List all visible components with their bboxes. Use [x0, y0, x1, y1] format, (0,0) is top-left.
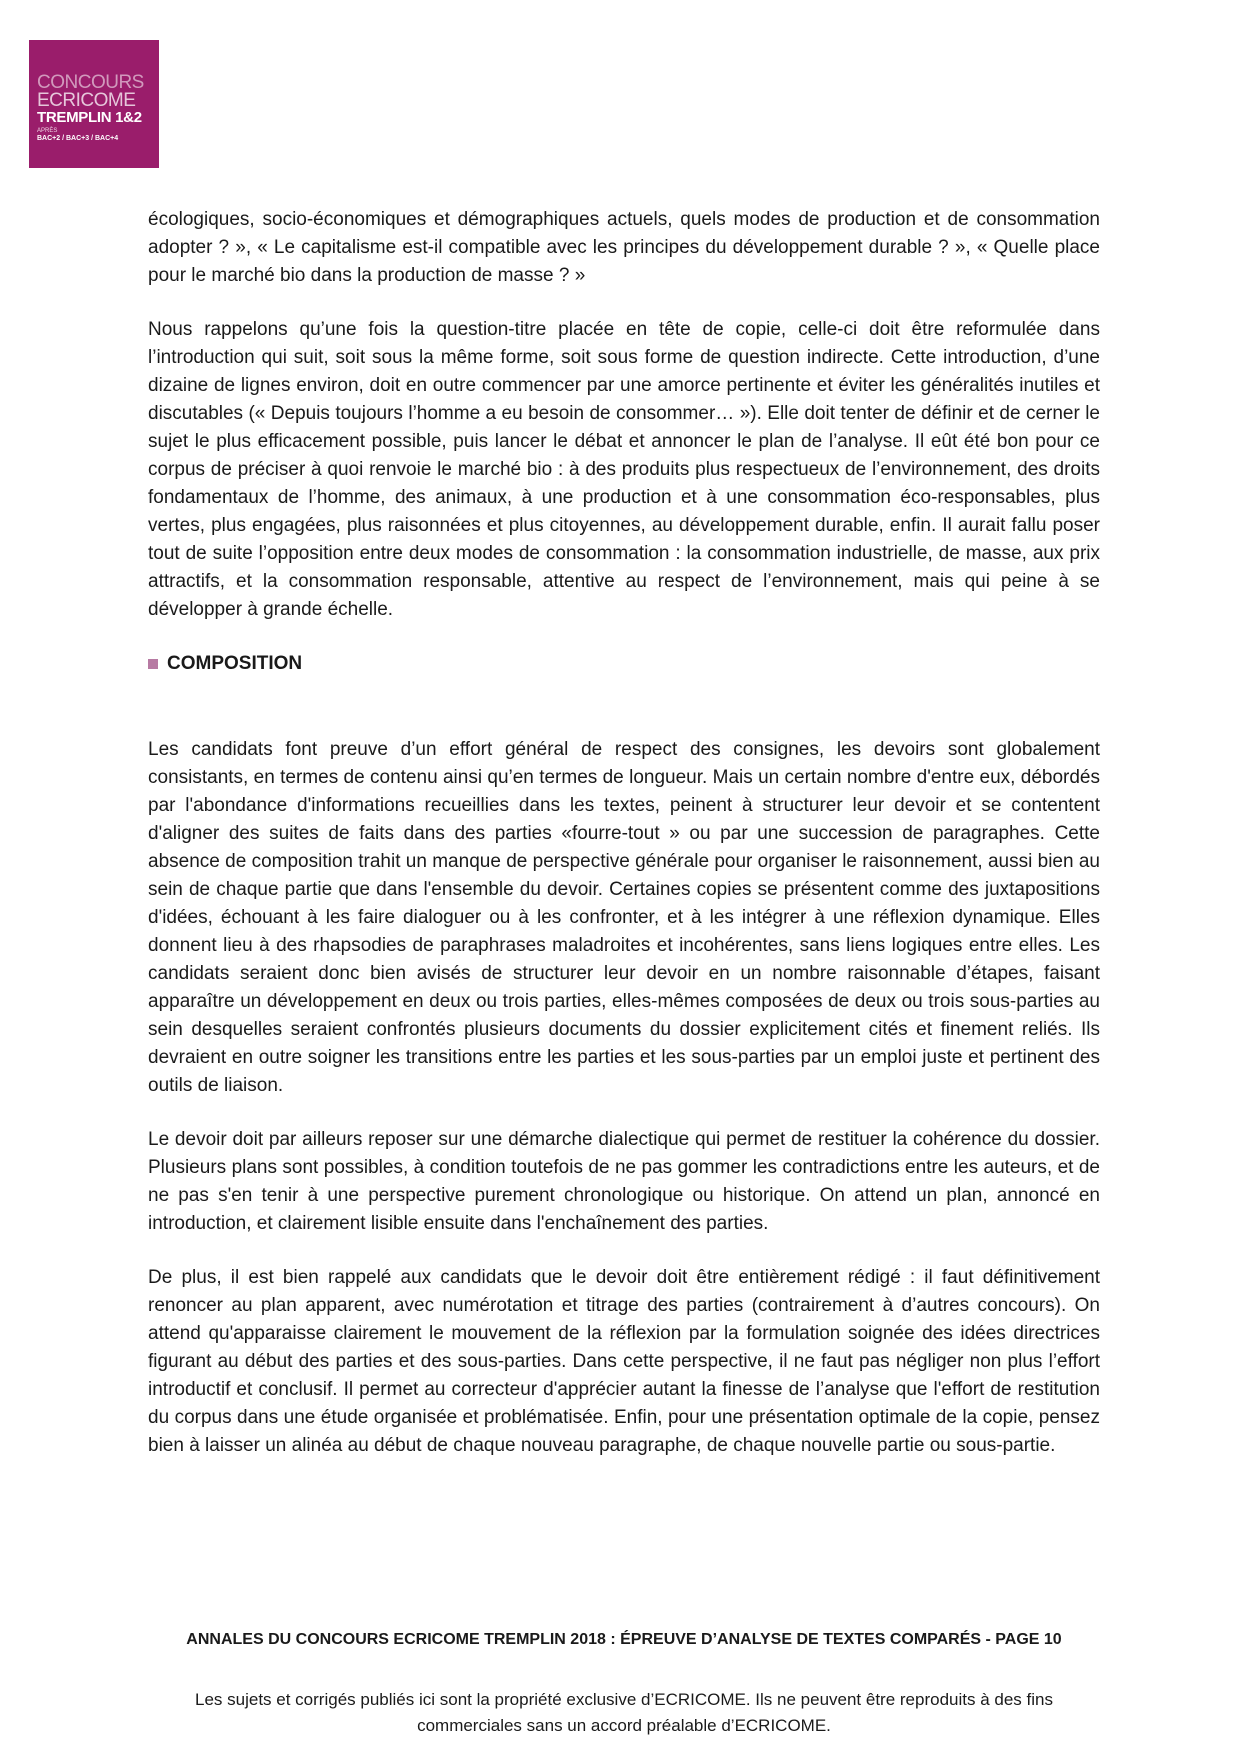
section-heading-composition	[148, 650, 1100, 678]
paragraph-composition-3: De plus, il est bien rappelé aux candidats que le devoir doit être entièrement rédigé : il faut définitivement renoncer au plan apparent, avec numérotation et titrage des parties (contrairement à d’autres concours). On attend qu'apparaisse clairement le mouvement de la réflexion par la formulation soignée des idées directrices figurant au début des parties et des sous-parties. Dans cette perspective, il ne faut pas négliger non plus l’effort introductif et conclusif. Il permet au correcteur d'apprécier autant la finesse de l’analyse que l'effort de restitution du corpus dans une étude organisée et problématisée. Enfin, pour une présentation optimale de la copie, pensez bien à laisser un alinéa au début de chaque nouveau paragraphe, de chaque nouvelle partie ou sous-partie.	[148, 1267, 1100, 1456]
logo-line-bac: BAC+2 / BAC+3 / BAC+4	[37, 135, 119, 142]
ecricome-logo	[29, 40, 159, 168]
paragraph-composition-1: Les candidats font preuve d’un effort général de respect des consignes, les devoirs sont globalement consistants, en termes de contenu ainsi qu’en termes de longueur. Mais un certain nombre d'entre eux, débordés par l'abondance d'informations recueillies dans les textes, peinent à structurer leur devoir et se contentent d'aligner des suites de faits dans des parties «fourre-tout » ou par une succession de paragraphes. Cette absence de composition trahit un manque de perspective générale pour organiser le raisonnement, aussi bien au sein de chaque partie que dans l'ensemble du devoir. Certaines copies se présentent comme des juxtapositions d'idées, échouant à les faire dialoguer ou à les confronter, et à les intégrer à une réflexion dynamique. Elles donnent lieu à des rhapsodies de paraphrases maladroites et incohérentes, sans liens logiques entre elles. Les candidats seraient donc bien avisés de structurer leur devoir en un nombre raisonnable d’étapes, faisant apparaître un développement en deux ou trois parties, elles-mêmes composées de deux ou trois sous-parties au sein desquelles seraient confrontés plusieurs documents du dossier explicitement cités et finement reliés. Ils devraient en outre soigner les transitions entre les parties et les sous-parties par un emploi juste et pertinent des outils de liaison.	[148, 739, 1100, 1096]
square-bullet-icon	[148, 659, 158, 669]
paragraph-introduction-advice: Nous rappelons qu’une fois la question-titre placée en tête de copie, celle-ci doit être reformulée dans l’introduction qui suit, soit sous la même forme, soit sous forme de question indirecte. Cette introduction, d’une dizaine de lignes environ, doit en outre commencer par une amorce pertinente et éviter les généralités inutiles et discutables (« Depuis toujours l’homme a eu besoin de consommer… »). Elle doit tenter de définir et de cerner le sujet le plus efficacement possible, puis lancer le débat et annoncer le plan de l’analyse. Il eût été bon pour ce corpus de préciser à quoi renvoie le marché bio : à des produits plus respectueux de l’environnement, des droits fondamentaux de l’homme, des animaux, à une production et à une consommation éco-responsables, plus vertes, plus engagées, plus raisonnées et plus citoyennes, au développement durable, enfin. Il aurait fallu poser tout de suite l’opposition entre deux modes de consommation : la consommation industrielle, de masse, aux prix attractifs, et la consommation responsable, attentive au respect de l’environnement, mais qui peine à se développer à grande échelle.	[148, 319, 1100, 620]
logo-line-apres: APRÈS	[37, 128, 58, 134]
footer-page-title: ANNALES DU CONCOURS ECRICOME TREMPLIN 2018 : ÉPREUVE D’ANALYSE DE TEXTES COMPARÉS - PAGE 10	[186, 1631, 1062, 1648]
paragraph-intro-questions: écologiques, socio-économiques et démographiques actuels, quels modes de production et de consommation adopter ? », « Le capitalisme est-il compatible avec les principes du développement durable ? », « Quelle place pour le marché bio dans la production de masse ? »	[148, 209, 1100, 286]
paragraph-composition-2: Le devoir doit par ailleurs reposer sur une démarche dialectique qui permet de restituer la cohérence du dossier. Plusieurs plans sont possibles, à condition toutefois de ne pas gommer les contradictions entre les auteurs, et de ne pas s'en tenir à une perspective purement chronologique ou historique. On attend un plan, annoncé en introduction, et clairement lisible ensuite dans l'enchaînement des parties.	[148, 1129, 1100, 1234]
logo-line-concours: CONCOURS	[37, 72, 144, 93]
logo-line-ecricome: ECRICOME	[37, 90, 136, 111]
logo-line-tremplin: TREMPLIN 1&2	[37, 109, 142, 126]
document-body	[148, 206, 1100, 1486]
section-heading-label: COMPOSITION	[167, 653, 303, 674]
footer-copyright-note: Les sujets et corrigés publiés ici sont la propriété exclusive d’ECRICOME. Ils ne peuvent être reproduits à des fins commerciales sans un accord préalable d’ECRICOME.	[195, 1690, 1053, 1735]
